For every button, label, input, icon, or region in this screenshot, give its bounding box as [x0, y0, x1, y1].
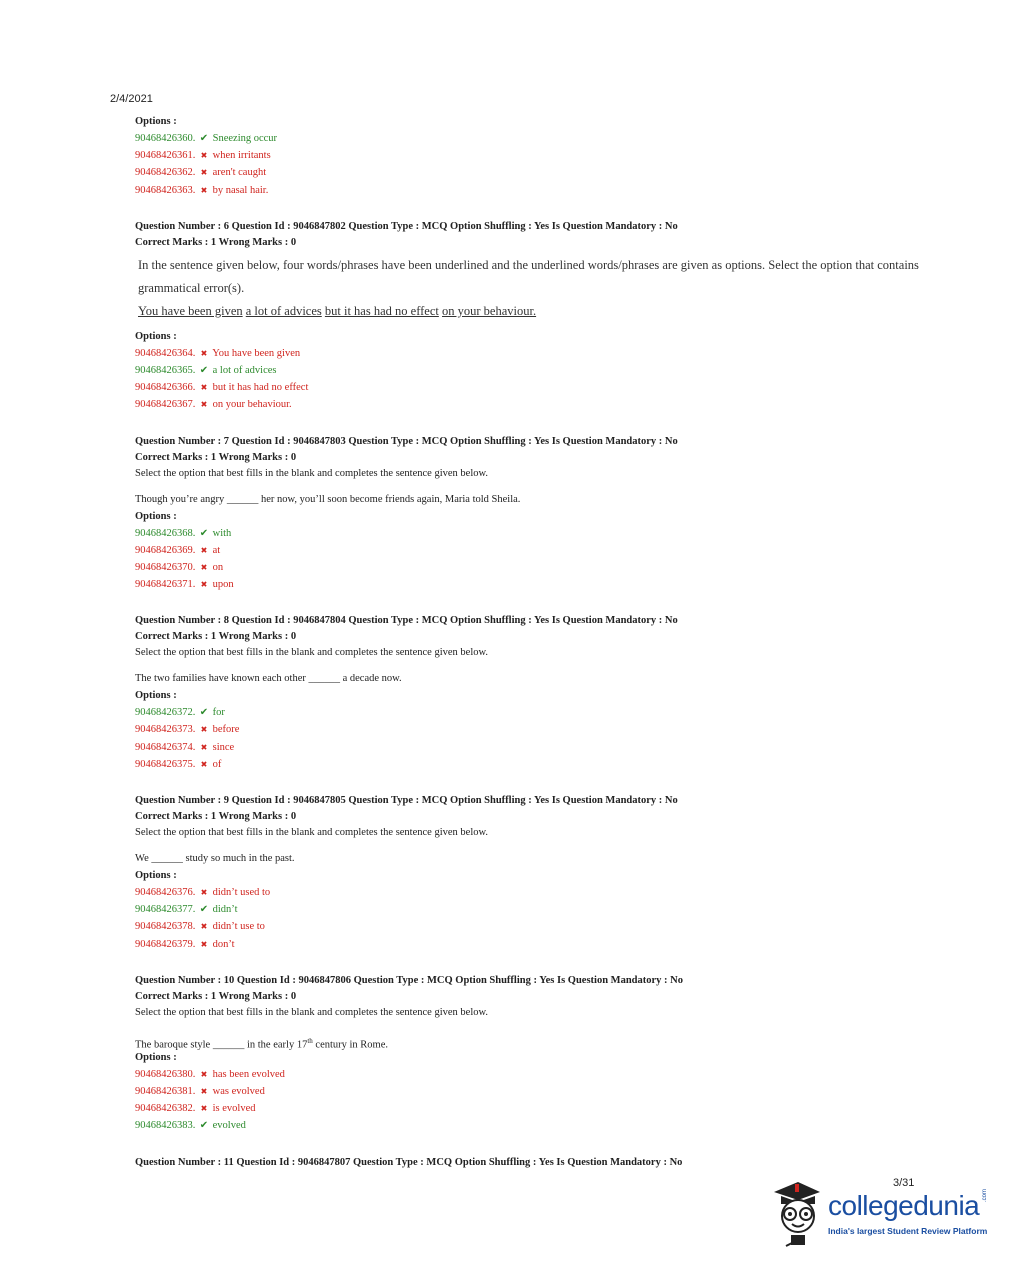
option-row: [135, 182, 935, 199]
cross-icon: ✖: [200, 1104, 208, 1114]
option-id: 90468426382.: [135, 1103, 196, 1115]
underlined-phrase: a lot of advices: [245, 303, 322, 318]
option-row: [135, 704, 935, 721]
option-text: didn’t use to: [212, 921, 265, 933]
option-text: when irritants: [212, 150, 271, 162]
question-sentence: We ______ study so much in the past.: [135, 853, 295, 864]
cross-icon: ✖: [200, 742, 208, 752]
option-list: [135, 525, 935, 594]
option-row: [135, 576, 935, 593]
option-text: don’t: [212, 938, 235, 950]
option-id: 90468426375.: [135, 758, 196, 770]
option-text: on your behaviour.: [212, 399, 292, 411]
check-icon: ✔: [199, 364, 209, 376]
option-row: [135, 884, 935, 901]
option-text: evolved: [212, 1120, 246, 1132]
cross-icon: ✖: [200, 185, 208, 195]
option-text: Sneezing occur: [212, 133, 278, 144]
option-row: [135, 147, 935, 164]
option-text: for: [212, 707, 225, 719]
option-text: didn’t used to: [212, 887, 271, 898]
question-marks: Correct Marks : 1 Wrong Marks : 0: [135, 811, 297, 822]
option-text: upon: [212, 579, 234, 591]
option-list: [135, 704, 935, 773]
option-row: [135, 721, 935, 738]
option-row: [135, 345, 935, 362]
option-id: 90468426366.: [135, 382, 196, 394]
brand-suffix: .com: [982, 1188, 988, 1202]
cross-icon: ✖: [200, 383, 208, 393]
option-row: [135, 1083, 935, 1100]
check-icon: ✔: [199, 707, 209, 719]
option-text: was evolved: [212, 1085, 265, 1097]
option-row: [135, 379, 935, 396]
page-number: 3/31: [893, 1177, 915, 1189]
option-text: of: [212, 758, 222, 770]
option-id: 90468426361.: [135, 150, 196, 162]
underlined-phrase: You have been given: [138, 303, 243, 318]
option-row: [135, 559, 935, 576]
option-id: 90468426377.: [135, 904, 196, 916]
cross-icon: ✖: [200, 939, 208, 949]
question-marks: Correct Marks : 1 Wrong Marks : 0: [135, 451, 297, 463]
option-id: 90468426381.: [135, 1085, 196, 1097]
check-icon: ✔: [199, 133, 209, 144]
question-content: [135, 113, 935, 1171]
question-header: Question Number : 10 Question Id : 9046847806 Question Type : MCQ Option Shuffling : Yes Is Question Mandatory : No: [135, 974, 683, 986]
option-row: [135, 362, 935, 379]
option-text: by nasal hair.: [212, 184, 269, 196]
option-id: 90468426362.: [135, 167, 196, 179]
option-text: but it has had no effect: [212, 382, 309, 394]
question-sentence: The baroque style ______ in the early 17th century in Rome.: [135, 1036, 389, 1051]
cross-icon: ✖: [200, 922, 208, 932]
brand-name: collegedunia: [828, 1190, 980, 1221]
option-id: 90468426372.: [135, 707, 196, 719]
cross-icon: ✖: [200, 1086, 208, 1096]
option-text: before: [212, 724, 240, 736]
option-id: 90468426383.: [135, 1120, 196, 1132]
option-text: with: [212, 527, 232, 539]
options-label: Options :: [135, 1051, 177, 1063]
option-id: 90468426360.: [135, 133, 196, 144]
options-label: Options :: [135, 330, 177, 342]
question-instruction: Select the option that best fills in the blank and completes the sentence given below.: [135, 467, 489, 479]
option-row: [135, 739, 935, 756]
question-header: Question Number : 11 Question Id : 9046847807 Question Type : MCQ Option Shuffling : Yes Is Question Mandatory : No: [135, 1156, 683, 1168]
cross-icon: ✖: [200, 400, 208, 410]
option-row: [135, 396, 935, 413]
question-instruction: Select the option that best fills in the blank and completes the sentence given below.: [135, 827, 489, 838]
option-id: 90468426378.: [135, 921, 196, 933]
option-row: [135, 1117, 935, 1134]
question-header: Question Number : 6 Question Id : 9046847802 Question Type : MCQ Option Shuffling : Yes Is Question Mandatory : No: [135, 220, 678, 232]
option-text: a lot of advices: [212, 364, 277, 376]
option-row: [135, 164, 935, 181]
question-sentence: Though you’re angry ______ her now, you’ll soon become friends again, Maria told Sheila.: [135, 493, 521, 505]
cross-icon: ✖: [200, 348, 208, 358]
underlined-phrase: but it has had no effect: [324, 303, 439, 318]
check-icon: ✔: [199, 527, 209, 539]
option-text: since: [212, 741, 235, 753]
question-instruction: Select the option that best fills in the blank and completes the sentence given below.: [135, 1006, 489, 1018]
option-row: [135, 542, 935, 559]
option-id: 90468426365.: [135, 364, 196, 376]
cross-icon: ✖: [200, 759, 208, 769]
option-text: at: [212, 544, 221, 556]
option-id: 90468426367.: [135, 399, 196, 411]
options-label: Options :: [135, 116, 177, 127]
option-id: 90468426363.: [135, 184, 196, 196]
option-row: [135, 130, 935, 147]
option-text: has been evolved: [212, 1068, 285, 1080]
option-id: 90468426371.: [135, 579, 196, 591]
cross-icon: ✖: [200, 1069, 208, 1079]
option-text: is evolved: [212, 1103, 256, 1115]
option-row: [135, 1100, 935, 1117]
option-id: 90468426373.: [135, 724, 196, 736]
underlined-phrase: on your behaviour.: [442, 303, 537, 318]
option-row: [135, 918, 935, 935]
option-row: [135, 936, 935, 953]
graduate-mascot-icon: [768, 1180, 828, 1250]
check-icon: ✔: [199, 904, 209, 916]
option-id: 90468426376.: [135, 887, 196, 898]
question-instruction: In the sentence given below, four words/phrases have been underlined and the underlined words/phrases are given as options. Select the option that contains grammatical error(s).: [138, 257, 919, 295]
question-header: Question Number : 9 Question Id : 9046847805 Question Type : MCQ Option Shuffling : Yes Is Question Mandatory : No: [135, 795, 678, 806]
option-row: [135, 756, 935, 773]
options-label: Options :: [135, 690, 177, 702]
question-sentence: [138, 300, 935, 322]
cross-icon: ✖: [200, 545, 208, 555]
option-text: didn’t: [212, 904, 238, 916]
option-list: [135, 130, 935, 199]
question-marks: Correct Marks : 1 Wrong Marks : 0: [135, 631, 297, 643]
option-id: 90468426368.: [135, 527, 196, 539]
option-list: [135, 884, 935, 953]
options-label: Options :: [135, 510, 177, 522]
option-id: 90468426364.: [135, 347, 196, 359]
cross-icon: ✖: [200, 580, 208, 590]
print-date: 2/4/2021: [110, 93, 153, 105]
check-icon: ✔: [199, 1120, 209, 1132]
option-row: [135, 901, 935, 918]
option-list: [135, 1066, 935, 1135]
collegedunia-logo: [768, 1180, 993, 1250]
option-list: [135, 345, 935, 414]
option-id: 90468426379.: [135, 938, 196, 950]
question-header: Question Number : 8 Question Id : 9046847804 Question Type : MCQ Option Shuffling : Yes Is Question Mandatory : No: [135, 615, 678, 627]
option-id: 90468426369.: [135, 544, 196, 556]
options-label: Options :: [135, 870, 177, 881]
cross-icon: ✖: [200, 168, 208, 178]
question-instruction: Select the option that best fills in the blank and completes the sentence given below.: [135, 647, 489, 659]
question-header: Question Number : 7 Question Id : 9046847803 Question Type : MCQ Option Shuffling : Yes Is Question Mandatory : No: [135, 435, 678, 447]
question-marks: Correct Marks : 1 Wrong Marks : 0: [135, 236, 297, 248]
cross-icon: ✖: [200, 888, 208, 897]
option-text: on: [212, 561, 224, 573]
cross-icon: ✖: [200, 151, 208, 161]
question-marks: Correct Marks : 1 Wrong Marks : 0: [135, 990, 297, 1002]
option-id: 90468426380.: [135, 1068, 196, 1080]
option-row: [135, 525, 935, 542]
option-row: [135, 1066, 935, 1083]
option-text: aren't caught: [212, 167, 267, 179]
question-sentence: The two families have known each other ______ a decade now.: [135, 673, 402, 685]
brand-tagline: India's largest Student Review Platform: [828, 1226, 988, 1236]
option-id: 90468426370.: [135, 561, 196, 573]
option-id: 90468426374.: [135, 741, 196, 753]
cross-icon: ✖: [200, 725, 208, 735]
option-text: You have been given: [212, 347, 301, 359]
cross-icon: ✖: [200, 562, 208, 572]
